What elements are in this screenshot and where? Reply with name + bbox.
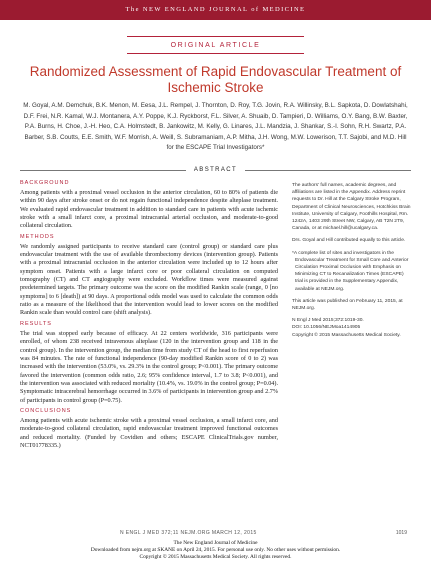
header-rule — [127, 36, 304, 37]
section-text: We randomly assigned participants to receive standard care (control group) or standard care plus endovascular treatment with the use of available thrombectomy devices (intervention group). Patients with a proximal intracranial occlusion in the anterior circulation were included up to 12 hours after symptom onset. Patients with a large infarct core or poor collateral circulation on computed tomography (CT) and CT angiography were excluded. Workflow times were measured against predetermined targets. The primary outcome was the score on the modified Rankin scale (range, 0 [no symptoms] to 6 [death]) at 90 days. A proportional odds model was used to calculate the common odds ratio as a measure of the likelihood that the intervention would lead to lower scores on the modified Rankin scale than would control care (shift analysis). — [20, 242, 278, 317]
investigators-note: *A complete list of sites and investigators in the Endovascular Treatment for Small Core and Anterior Circulation Proximal Occlusion with Emphasis on Minimizing CT to Recanalization Times (ESCAPE) trial is provided in the Supplementary Appendix, available at NEJM.org. — [292, 250, 409, 292]
article-type: ORIGINAL ARTICLE — [170, 42, 261, 49]
download-notice-journal: The New England Journal of Medicine — [173, 540, 258, 546]
page-number: 1019 — [395, 530, 407, 536]
sidebar-notes — [292, 182, 412, 339]
section-text: The trial was stopped early because of efficacy. At 22 centers worldwide, 316 participants were enrolled, of whom 238 received intravenous alteplase (120 in the intervention group and 118 in the control group). In the intervention group, the median time from study CT of the head to first reperfusion was 84 minutes. The rate of functional independence (90-day modified Rankin score of 0 to 2) was increased with the intervention (53.0%, vs. 29.3% in the control group; P<0.001). The primary outcome favored the intervention (common odds ratio, 2.6; 95% confidence interval, 1.7 to 3.8; P<0.001), and the intervention was associated with reduced mortality (10.4%, vs. 19.0% in the control group; P=0.04). Symptomatic intracerebral hemorrhage occurred in 3.6% of participants in intervention group and 2.7% of participants in control group (P=0.75). — [20, 329, 278, 404]
section-heading: CONCLUSIONS — [20, 407, 72, 414]
abstract-body — [20, 180, 278, 453]
header-rule — [127, 53, 304, 54]
section-heading: BACKGROUND — [20, 180, 70, 186]
journal-header: The NEW ENGLAND JOURNAL of MEDICINE — [0, 0, 431, 20]
author-list: M. Goyal, A.M. Demchuk, B.K. Menon, M. Eesa, J.L. Rempel, J. Thornton, D. Roy, T.G. Jovin, R.A. Willinsky, B.L. Sapkota, D. Dowlatshahi, D.F. Frei, N.R. Kamal, W.J. Montanera, A.Y. Poppe, K.J. Ryckborst, F.L. Silver, A. Shuaib, D. Tampieri, D. Williams, O.Y. Bang, B.W. Baxter, P.A. Burns, H. Choe, J.-H. Heo, C.A. Holmstedt, B. Jankowitz, M. Kelly, G. Linares, J.L. Mandzia, J. Shankar, S.-I. Sohn, R.H. Swartz, P.A. Barber, S.B. Coutts, E.E. Smith, W.F. Morrish, A. Weill, S. Subramaniam, A.P. Mitha, J.H. Wong, M.W. Lowerison, T.T. Sajobi, and M.D. Hill for the ESCAPE Trial Investigators* — [23, 102, 408, 152]
doi: DOI: 10.1056/NEJMoa1414905 — [292, 325, 361, 331]
section-text: Among patients with a proximal vessel occlusion in the anterior circulation, 60 to 80% of patients die within 90 days after stroke onset or do not regain functional independence despite alteplase treatment. We evaluated rapid endovascular treatment in addition to standard care in patients with acute ischemic stroke with a small infarct core, a proximal intracranial arterial occlusion, and moderate-to-good collateral circulation. — [20, 189, 278, 230]
journal-issue-info: N ENGL J MED 372;11 NEJM.ORG MARCH 12, 2015 — [120, 530, 257, 536]
section-heading: RESULTS — [20, 320, 52, 327]
article-title: Randomized Assessment of Rapid Endovascular Treatment of Ischemic Stroke — [29, 64, 402, 95]
copyright-note: Copyright © 2015 Massachusetts Medical Society. — [292, 332, 401, 338]
publication-note: This article was published on February 11, 2015, at NEJM.org. — [292, 298, 403, 312]
download-notice — [0, 540, 431, 561]
author-affiliations-note: The authors' full names, academic degrees, and affiliations are listed in the Appendix. Address reprint requests to Dr. Hill at the Calgary Stroke Program, Department of Clinical Neurosciences, Hotchkiss Brain Institute, University of Calgary, Foothills Hospital, Rm. 1242A, 1403 29th Street NW, Calgary, AB T2N 2T9, Canada, or at michael.hill@ucalgary.ca. — [292, 183, 411, 232]
section-background — [20, 180, 278, 231]
section-heading: METHODS — [20, 233, 55, 240]
abstract-label — [0, 167, 431, 173]
section-text: Among patients with acute ischemic stroke with a proximal vessel occlusion, a small infarct core, and moderate-to-good collateral circulation, rapid endovascular treatment improved functional outcomes and reduced mortality. (Funded by Covidien and others; ESCAPE ClinicalTrials.gov number, NCT01778335.) — [20, 416, 278, 449]
download-notice-source: Downloaded from nejm.org at SKANE on April 24, 2015. For personal use only. No other uses without permission. — [90, 547, 341, 553]
contribution-note: Drs. Goyal and Hill contributed equally to this article. — [292, 238, 406, 244]
section-results — [20, 321, 278, 405]
section-methods — [20, 234, 278, 318]
section-conclusions — [20, 408, 278, 450]
abstract-label-text: ABSTRACT — [186, 167, 245, 173]
citation: N Engl J Med 2015;372:1019-30. — [292, 318, 364, 324]
download-notice-copyright: Copyright © 2015 Massachusetts Medical Society. All rights reserved. — [139, 554, 292, 560]
